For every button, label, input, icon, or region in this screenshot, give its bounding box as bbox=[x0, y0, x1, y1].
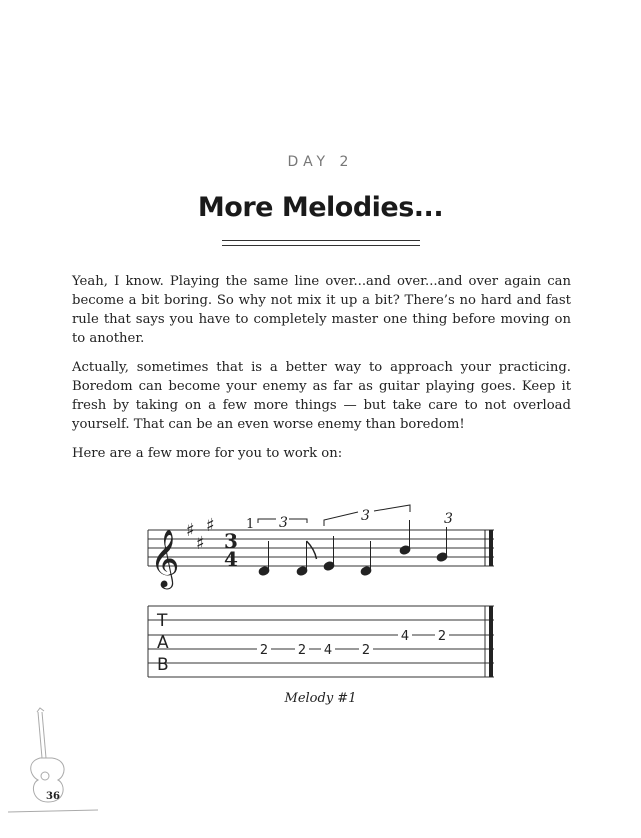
tab-number: 4 bbox=[323, 643, 333, 658]
tab-number: 2 bbox=[297, 643, 307, 658]
tab-final-barline-thick bbox=[489, 606, 493, 677]
day-label: DAY 2 bbox=[287, 154, 354, 170]
time-sig-bottom: 4 bbox=[224, 547, 238, 571]
sharp-icon: ♯ bbox=[196, 533, 205, 554]
triplet-bracket bbox=[289, 519, 307, 523]
figure-caption: Melody #1 bbox=[284, 691, 357, 706]
treble-clef-icon: 𝄞 bbox=[150, 529, 180, 587]
triplet-label: 3 bbox=[361, 508, 370, 524]
triplet-bracket bbox=[374, 505, 410, 512]
sharp-icon: ♯ bbox=[206, 515, 215, 536]
tab-number: 2 bbox=[437, 629, 447, 644]
paragraph: Actually, sometimes that is a better way to approach your practicing. Boredom can become your enemy as far as guitar playing goes. Keep it fresh by taking on a few more things — but take care to not overload yourself. That can be an even worse enemy than boredom! bbox=[72, 360, 571, 432]
tab-number: 2 bbox=[361, 643, 371, 658]
tab-number: 2 bbox=[259, 643, 269, 658]
final-barline-thick bbox=[489, 530, 493, 566]
triplet-label: 3 bbox=[444, 511, 453, 527]
paragraph: Yeah, I know. Playing the same line over...and over...and over again can become a bit boring. So why not mix it up a bit? There’s no hard and fast rule that says you have to completely master one thing before moving on to another. bbox=[72, 274, 571, 346]
sharp-icon: ♯ bbox=[186, 520, 195, 541]
page-title: More Melodies... bbox=[197, 192, 444, 223]
paragraph: Here are a few more for you to work on: bbox=[72, 446, 343, 461]
triplet-bracket bbox=[324, 512, 358, 526]
page-number: 36 bbox=[46, 791, 60, 802]
tab-number: 4 bbox=[400, 629, 410, 644]
triplet-label: 3 bbox=[279, 515, 288, 531]
tab-label-t: T bbox=[157, 611, 168, 631]
first-ending-label: 1 bbox=[246, 517, 255, 532]
time-sig-top: 3 bbox=[224, 529, 238, 553]
tab-label-b: B bbox=[157, 655, 169, 675]
triplet-bracket bbox=[258, 519, 276, 523]
tab-label-a: A bbox=[157, 633, 169, 653]
